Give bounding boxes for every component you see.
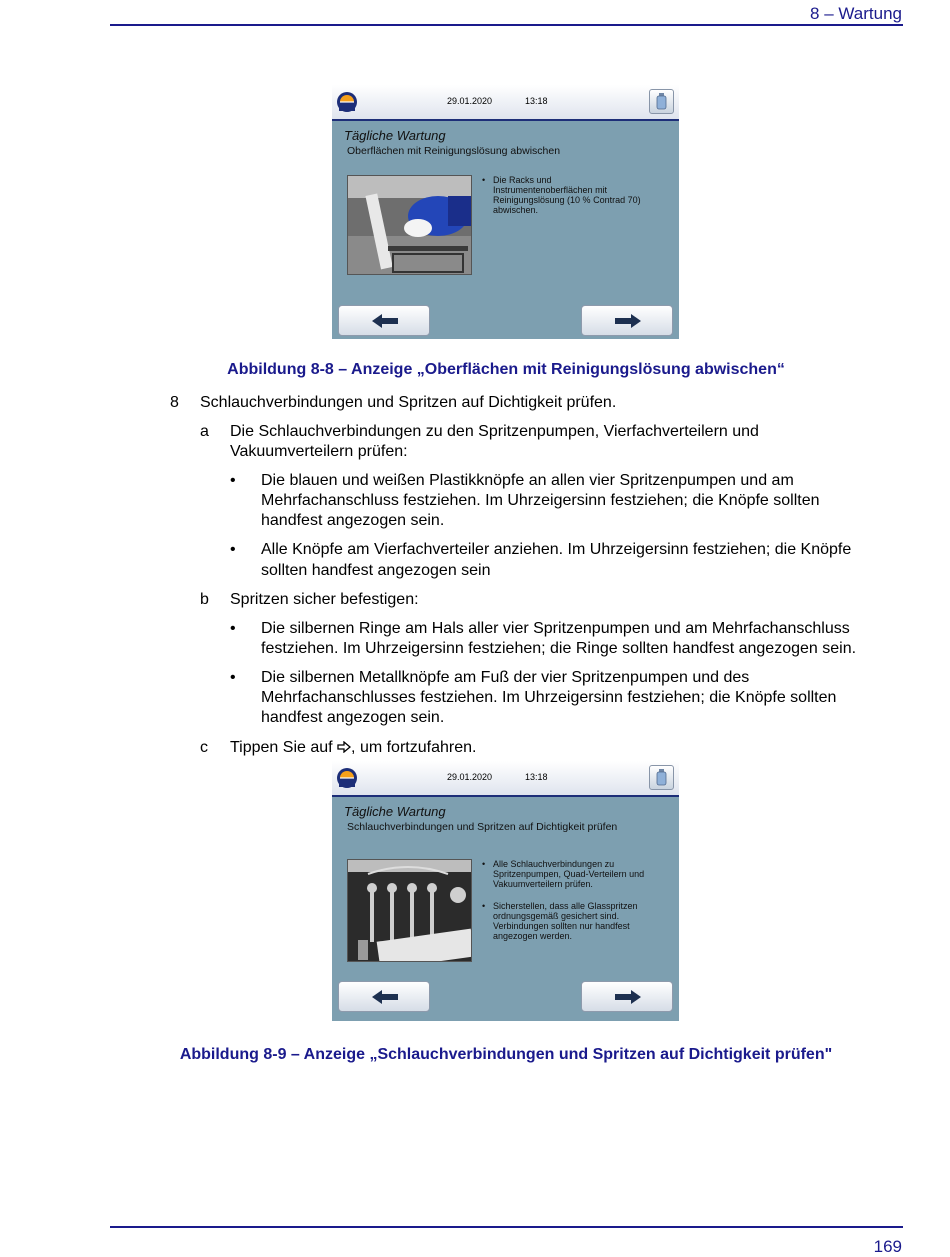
substep-a-line: Vakuumverteilern prüfen: — [230, 443, 408, 460]
arrow-right-icon — [615, 314, 641, 328]
bullet-line: Die silbernen Metallknöpfe am Fuß der vier Spritzenpumpen und des — [261, 669, 750, 686]
substep-c-text: Tippen Sie auf , um fortzufahren. — [230, 739, 477, 756]
arrow-right-icon — [615, 990, 641, 1004]
step-number: 8 — [170, 394, 179, 411]
chapter-header: 8 – Wartung — [810, 4, 902, 23]
screen-bullet-list — [482, 175, 662, 227]
bottle-icon — [650, 766, 673, 789]
footer-rule — [110, 1226, 903, 1228]
bullet-line: handfest angezogen sein. — [261, 512, 445, 529]
bullet-line: handfest angezogen sein. — [261, 709, 445, 726]
figure-caption-8-8: Abbildung 8-8 – Anzeige „Oberflächen mit Reinigungslösung abwischen“ — [227, 361, 785, 378]
screen-bullet: • Alle Schlauchverbindungen zu Spritzenpumpen, Quad-Verteilern und Vakuumverteilern prüfen. — [482, 859, 662, 889]
bullet-line: festziehen. Im Uhrzeigersinn festziehen; die Ringe sollten handfest angezogen sein. — [261, 640, 857, 657]
figure-caption-8-9: Abbildung 8-9 – Anzeige „Schlauchverbindungen und Spritzen auf Dichtigkeit prüfen" — [179, 1046, 833, 1063]
screen-subtitle: Oberflächen mit Reinigungslösung abwischen — [347, 145, 561, 157]
sun-logo-icon — [336, 91, 358, 113]
sun-logo-icon — [336, 767, 358, 789]
header-rule — [110, 24, 903, 26]
substep-a-line: Die Schlauchverbindungen zu den Spritzenpumpen, Vierfachverteilern und — [230, 423, 759, 440]
next-button[interactable] — [581, 981, 673, 1012]
bullet-marker: • — [230, 620, 236, 637]
bullet-line: Mehrfachanschlusses festziehen. Im Uhrzeigersinn festziehen; die Knöpfe sollten — [261, 689, 837, 706]
bottle-icon — [650, 90, 673, 113]
screen-time: 13:18 — [525, 96, 548, 106]
bottle-button[interactable] — [649, 765, 674, 790]
bullet-line: Mehrfachanschluss festziehen. Im Uhrzeigersinn festziehen; die Knöpfe sollten — [261, 492, 820, 509]
bullet-line: Die blauen und weißen Plastikknöpfe an allen vier Spritzenpumpen und am — [261, 472, 794, 489]
screen-date: 29.01.2020 — [447, 96, 493, 106]
bullet-marker: • — [230, 472, 236, 489]
page-number: 169 — [873, 1237, 902, 1256]
screen-title: Tägliche Wartung — [344, 128, 446, 143]
screen-topbar — [332, 85, 679, 121]
bullet-line: sollten handfest angezogen sein — [261, 562, 491, 579]
screen-bullet: • Die Racks und Instrumentenoberflächen mit Reinigungslösung (10 % Contrad 70) abwischen. — [482, 175, 662, 215]
bottle-button[interactable] — [649, 89, 674, 114]
step-text: Schlauchverbindungen und Spritzen auf Dichtigkeit prüfen. — [200, 394, 617, 411]
substep-marker-b: b — [200, 591, 209, 608]
screen-topbar — [332, 761, 679, 797]
wiping-surface-photo — [347, 175, 472, 275]
substep-marker-a: a — [200, 423, 209, 440]
back-button[interactable] — [338, 981, 430, 1012]
next-button[interactable] — [581, 305, 673, 336]
substep-b-text: Spritzen sicher befestigen: — [230, 591, 419, 608]
screen-bullet: • Sicherstellen, dass alle Glasspritzen ordnungsgemäß gesichert sind. Verbindungen sollten nur handfest angezogen werden. — [482, 901, 662, 941]
screen-date: 29.01.2020 — [447, 772, 493, 782]
screen-subtitle: Schlauchverbindungen und Spritzen auf Dichtigkeit prüfen — [347, 821, 618, 833]
arrow-left-icon — [372, 990, 398, 1004]
bullet-line: Die silbernen Ringe am Hals aller vier Spritzenpumpen und am Mehrfachanschluss — [261, 620, 850, 637]
screenshot-tube-connections-check — [332, 761, 679, 1021]
syringe-pumps-photo — [347, 859, 472, 962]
screen-bullet-list — [482, 859, 662, 953]
screen-title: Tägliche Wartung — [344, 804, 446, 819]
bullet-line: Alle Knöpfe am Vierfachverteiler anziehen. Im Uhrzeigersinn festziehen; die Knöpfe — [261, 541, 852, 558]
substep-marker-c: c — [200, 739, 208, 756]
arrow-left-icon — [372, 314, 398, 328]
bullet-marker: • — [230, 541, 236, 558]
screen-time: 13:18 — [525, 772, 548, 782]
screenshot-surfaces-wipe — [332, 85, 679, 339]
back-button[interactable] — [338, 305, 430, 336]
bullet-marker: • — [230, 669, 236, 686]
next-arrow-icon — [337, 741, 351, 753]
